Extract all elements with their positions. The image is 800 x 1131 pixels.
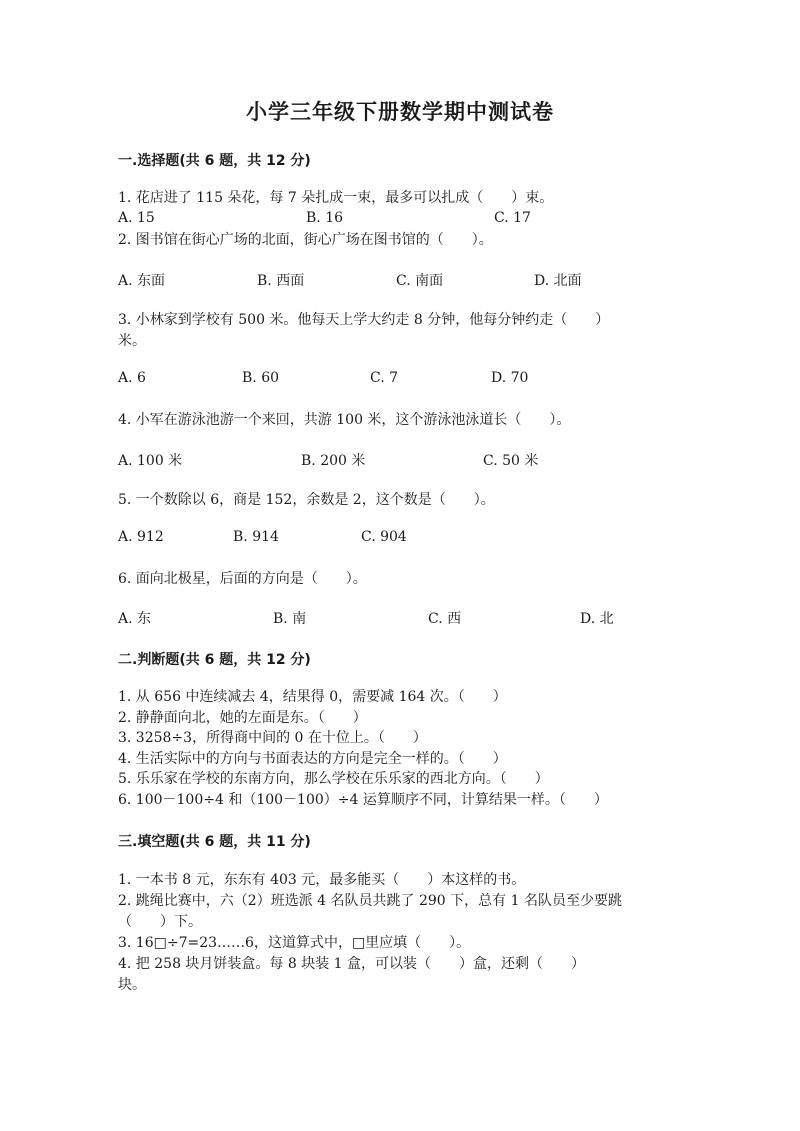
option-b: B. 914 [233, 529, 279, 545]
question-2: 2. 图书馆在街心广场的北面，街心广场在图书馆的（ ）。 [118, 232, 493, 248]
option-b: B. 南 [273, 611, 307, 627]
option-a: A. 东面 [118, 273, 166, 289]
option-b: B. 200 米 [301, 453, 366, 469]
question-4: 4. 小军在游泳池游一个来回，共游 100 米，这个游泳池泳道长（ ）。 [118, 412, 571, 428]
judgement-item: 3. 3258÷3，所得商中间的 0 在十位上。（ ） [118, 730, 427, 746]
fill-blank-item: 4. 把 258 块月饼装盒。每 8 块装 1 盒，可以装（ ）盒，还剩（ ） [118, 956, 586, 972]
question-1: 1. 花店进了 115 朵花，每 7 朵扎成一束，最多可以扎成（ ）束。 [118, 190, 554, 206]
section-heading-fill-blank: 三.填空题(共 6 题，共 11 分) [118, 834, 311, 850]
option-c: C. 7 [370, 370, 399, 386]
option-c: C. 50 米 [483, 453, 539, 469]
option-d: D. 北 [580, 611, 614, 627]
fill-blank-item-continued: （ ）下。 [118, 914, 202, 930]
option-a: A. 15 [118, 210, 155, 226]
judgement-item: 1. 从 656 中连续减去 4，结果得 0，需要减 164 次。（ ） [118, 689, 507, 705]
option-c: C. 西 [428, 611, 462, 627]
option-b: B. 16 [306, 210, 344, 226]
judgement-item: 2. 静静面向北，她的左面是东。（ ） [118, 710, 367, 726]
option-d: D. 70 [491, 370, 529, 386]
option-c: C. 南面 [396, 273, 444, 289]
fill-blank-item: 1. 一本书 8 元，东东有 403 元，最多能买（ ）本这样的书。 [118, 872, 526, 888]
question-3-continued: 米。 [118, 333, 146, 349]
question-5: 5. 一个数除以 6，商是 152，余数是 2，这个数是（ ）。 [118, 492, 495, 508]
option-b: B. 60 [242, 370, 280, 386]
fill-blank-item: 2. 跳绳比赛中，六（2）班选派 4 名队员共跳了 290 下，总有 1 名队员至少要跳 [118, 893, 622, 909]
judgement-item: 4. 生活实际中的方向与书面表达的方向是完全一样的。（ ） [118, 751, 507, 767]
judgement-item: 6. 100－100÷4 和（100－100）÷4 运算顺序不同，计算结果一样。（ ） [118, 792, 608, 808]
section-heading-judgement: 二.判断题(共 6 题，共 12 分) [118, 652, 311, 668]
question-3: 3. 小林家到学校有 500 米。他每天上学大约走 8 分钟，他每分钟约走（ ） [118, 312, 610, 328]
option-c: C. 904 [361, 529, 407, 545]
option-a: A. 东 [118, 611, 152, 627]
option-d: D. 北面 [534, 273, 582, 289]
judgement-item: 5. 乐乐家在学校的东南方向，那么学校在乐乐家的西北方向。（ ） [118, 771, 549, 787]
option-c: C. 17 [494, 210, 531, 226]
fill-blank-item-continued: 块。 [118, 977, 146, 993]
option-a: A. 6 [118, 370, 146, 386]
option-a: A. 100 米 [118, 453, 183, 469]
section-heading-choice: 一.选择题(共 6 题，共 12 分) [118, 153, 311, 169]
option-a: A. 912 [118, 529, 164, 545]
question-6: 6. 面向北极星，后面的方向是（ ）。 [118, 571, 367, 587]
page-title: 小学三年级下册数学期中测试卷 [246, 100, 554, 124]
option-b: B. 西面 [257, 273, 305, 289]
fill-blank-item: 3. 16□÷7=23……6，这道算式中，□里应填（ ）。 [118, 935, 471, 951]
